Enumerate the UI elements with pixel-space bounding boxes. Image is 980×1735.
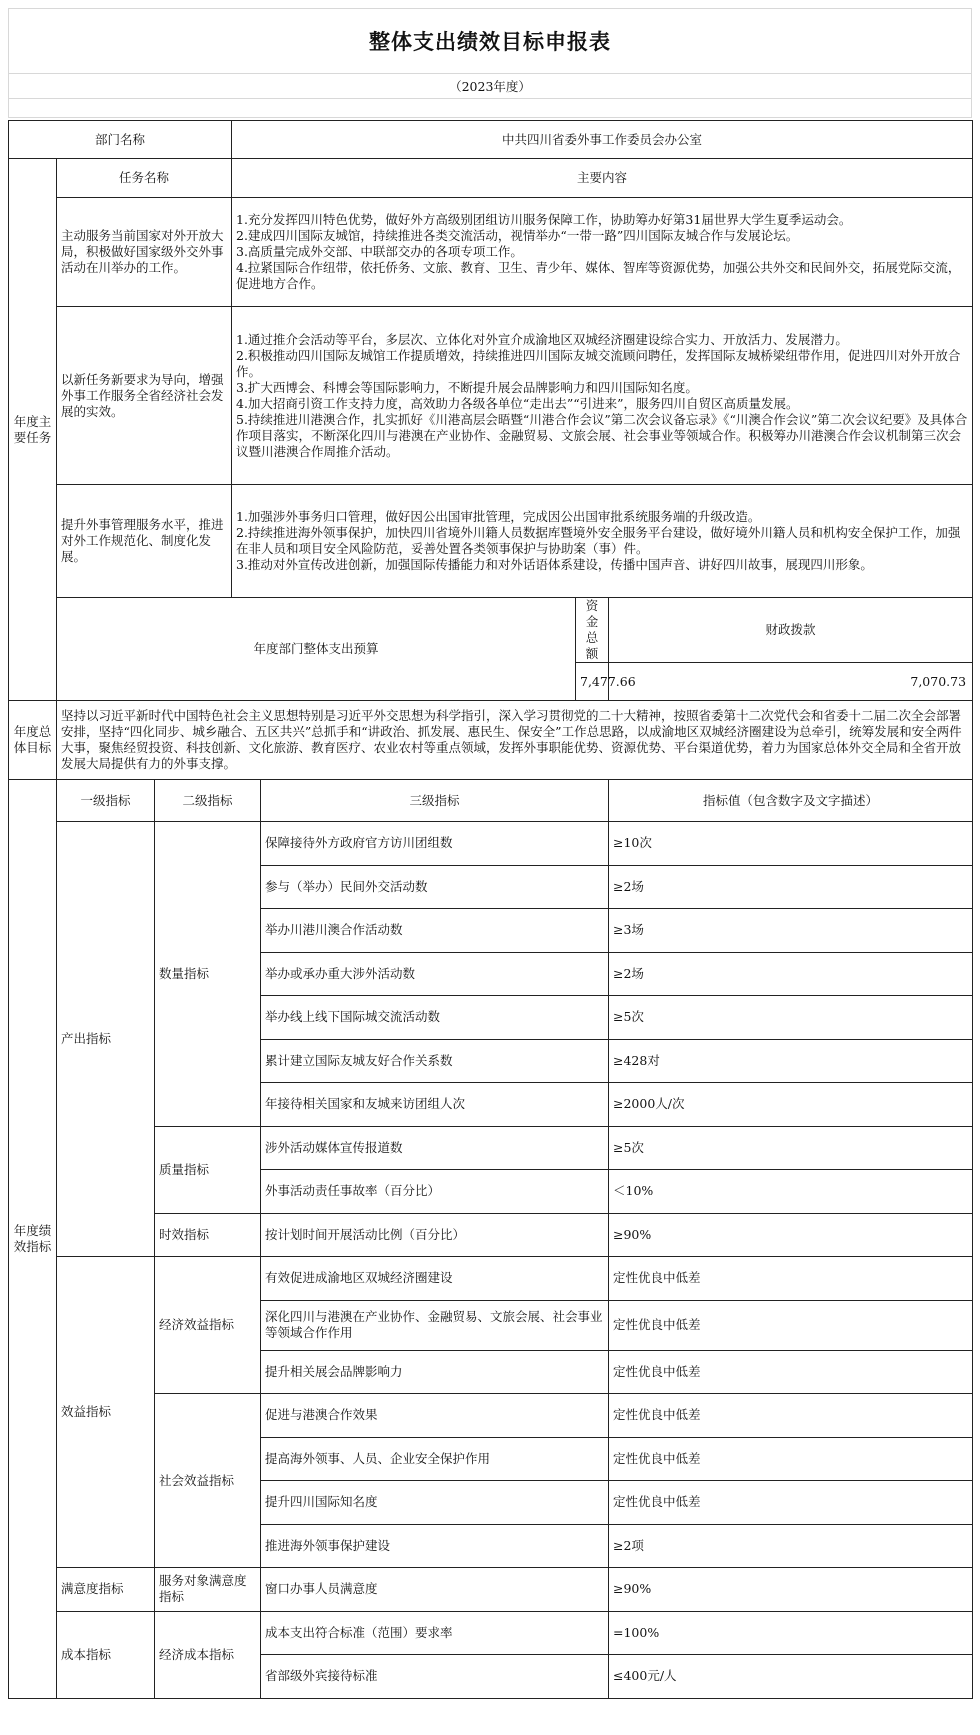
indicator-value: ≥2场 [609, 952, 973, 996]
task-name-header: 任务名称 [57, 159, 232, 198]
indicator-l3: 按计划时间开展活动比例（百分比） [261, 1213, 609, 1257]
indicator-value-header: 指标值（包含数字及文字描述） [609, 780, 973, 822]
budget-label: 年度部门整体支出预算 [57, 598, 576, 701]
tasks-section-label: 年度主要任务 [9, 159, 57, 701]
indicator-value: ≥90% [609, 1568, 973, 1612]
form-body [9, 121, 973, 1699]
task-name: 提升外事管理服务水平，推进对外工作规范化、制度化发展。 [57, 485, 232, 598]
indicator-l2: 时效指标 [155, 1213, 261, 1257]
indicator-value: ≥5次 [609, 996, 973, 1040]
indicator-l2: 社会效益指标 [155, 1394, 261, 1568]
task-content-line: 4.拉紧国际合作纽带，依托侨务、文旅、教育、卫生、青少年、媒体、智库等资源优势，加强公共外交和民间外交，拓展党际交流，促进地方合作。 [236, 260, 961, 291]
indicator-l3: 提升四川国际知名度 [261, 1481, 609, 1525]
indicator-l3: 成本支出符合标准（范围）要求率 [261, 1611, 609, 1655]
task-content-line: 3.高质量完成外交部、中联部交办的各项专项工作。 [236, 244, 523, 259]
indicator-l3: 提升相关展会品牌影响力 [261, 1350, 609, 1394]
indicator-l1: 效益指标 [57, 1257, 155, 1568]
task-name: 主动服务当前国家对外开放大局，积极做好国家级外交外事活动在川举办的工作。 [57, 198, 232, 307]
indicator-l3: 窗口办事人员满意度 [261, 1568, 609, 1612]
task-content-line: 2.建成四川国际友城馆，持续推进各类交流活动，视情举办“一带一路”四川国际友城合作与发展论坛。 [236, 228, 799, 243]
task-content-line: 4.加大招商引资工作支持力度，高效助力各级各单位“走出去”“引进来”，服务四川自贸区高质量发展。 [236, 395, 799, 411]
indicator-l3: 年接待相关国家和友城来访团组人次 [261, 1083, 609, 1127]
indicator-l3: 涉外活动媒体宣传报道数 [261, 1126, 609, 1170]
goal-label: 年度总体目标 [9, 701, 57, 780]
task-content-line: 3.扩大西博会、科博会等国际影响力，不断提升展会品牌影响力和四川国际知名度。 [236, 379, 698, 395]
task-content-line: 3.推动对外宣传改进创新，加强国际传播能力和对外话语体系建设，传播中国声音、讲好四川故事，展现四川形象。 [236, 557, 873, 572]
indicator-value: ≥2项 [609, 1524, 973, 1568]
task-name: 以新任务新要求为导向，增强外事工作服务全省经济社会发展的实效。 [57, 307, 232, 485]
indicator-l3: 参与（举办）民间外交活动数 [261, 865, 609, 909]
indicator-l3: 外事活动责任事故率（百分比） [261, 1170, 609, 1214]
indicator-l3: 促进与港澳合作效果 [261, 1394, 609, 1438]
indicator-value: ≥428对 [609, 1039, 973, 1083]
department-label: 部门名称 [9, 121, 232, 159]
task-content-line: 2.持续推进海外领事保护，加快四川省境外川籍人员数据库暨境外安全服务平台建设，做好境外川籍人员和机构安全保护工作，加强在非人员和项目安全风险防范，妥善处置各类领事保护与协助案（事）件。 [236, 525, 961, 556]
indicator-l2-header: 二级指标 [155, 780, 261, 822]
indicator-l3: 深化四川与港澳在产业协作、金融贸易、文旅会展、社会事业等领域合作作用 [261, 1300, 609, 1350]
task-content-line: 1.充分发挥四川特色优势，做好外方高级别团组访川服务保障工作，协助筹办好第31届世界大学生夏季运动会。 [236, 212, 852, 227]
budget-total-header: 资金总额 [576, 598, 609, 663]
indicators-section-label: 年度绩效指标 [9, 780, 57, 1699]
indicator-value: ＜10% [609, 1170, 973, 1214]
indicator-l3: 举办线上线下国际城交流活动数 [261, 996, 609, 1040]
task-content-line: 1.加强涉外事务归口管理，做好因公出国审批管理，完成因公出国审批系统服务端的升级改造。 [236, 509, 761, 524]
task-content-line: 5.持续推进川港澳合作，扎实抓好《川港高层会晤暨“川港合作会议”第二次会议备忘录》《“川澳合作会议”第二次会议纪要》及具体合作项目落实，不断深化四川与港澳在产业协作、金融贸易、文旅会展、社会事业等领域合作。积极筹办川港澳合作会议机制第三次会议暨川港澳合作周推介活动。 [236, 411, 968, 459]
indicator-l2: 经济效益指标 [155, 1257, 261, 1394]
indicator-l1-header: 一级指标 [57, 780, 155, 822]
indicator-value: 定性优良中低差 [609, 1394, 973, 1438]
task-content-line: 1.通过推介会活动等平台，多层次、立体化对外宣介成渝地区双城经济圈建设综合实力、开放活力、发展潜力。 [236, 331, 848, 347]
indicator-l1: 成本指标 [57, 1611, 155, 1698]
indicator-value: ≥3场 [609, 909, 973, 953]
budget-total-value: 7,477.66 [576, 663, 609, 701]
indicator-value: 定性优良中低差 [609, 1300, 973, 1350]
task-content-line: 2.积极推动四川国际友城馆工作提质增效，持续推进四川国际友城交流顾问聘任，发挥国际友城桥梁纽带作用，促进四川对外开放合作。 [236, 347, 961, 379]
performance-form-table [8, 120, 973, 1699]
indicator-value: 定性优良中低差 [609, 1437, 973, 1481]
indicator-l3: 累计建立国际友城友好合作关系数 [261, 1039, 609, 1083]
indicator-value: ≥2000人/次 [609, 1083, 973, 1127]
form-year: （2023年度） [8, 74, 972, 99]
indicator-l3: 举办或承办重大涉外活动数 [261, 952, 609, 996]
department-value: 中共四川省委外事工作委员会办公室 [232, 121, 973, 159]
indicator-l1: 产出指标 [57, 822, 155, 1257]
indicator-value: ≥10次 [609, 822, 973, 866]
indicator-l2: 数量指标 [155, 822, 261, 1127]
task-content [232, 198, 973, 307]
indicator-value: ≥90% [609, 1213, 973, 1257]
task-content [232, 307, 973, 485]
indicator-l3: 保障接待外方政府官方访川团组数 [261, 822, 609, 866]
indicator-l3: 省部级外宾接待标准 [261, 1655, 609, 1699]
indicator-l3: 提高海外领事、人员、企业安全保护作用 [261, 1437, 609, 1481]
spacer-row [8, 99, 972, 118]
indicator-value: ≥2场 [609, 865, 973, 909]
indicator-value: 定性优良中低差 [609, 1350, 973, 1394]
form-title: 整体支出绩效目标申报表 [369, 30, 611, 54]
indicator-l2: 经济成本指标 [155, 1611, 261, 1698]
indicator-l3: 推进海外领事保护建设 [261, 1524, 609, 1568]
indicator-l2: 服务对象满意度指标 [155, 1568, 261, 1612]
indicator-value: =100% [609, 1611, 973, 1655]
indicator-value: ≤400元/人 [609, 1655, 973, 1699]
indicator-l3: 举办川港川澳合作活动数 [261, 909, 609, 953]
title-box [8, 8, 972, 74]
indicator-l3-header: 三级指标 [261, 780, 609, 822]
indicator-value: ≥5次 [609, 1126, 973, 1170]
goal-text: 坚持以习近平新时代中国特色社会主义思想特别是习近平外交思想为科学指引，深入学习贯彻党的二十大精神，按照省委第十二次党代会和省委十二届二次全会部署安排，坚持“四化同步、城乡融合、五区共兴”总抓手和“讲政治、抓发展、惠民生、保安全”工作总思路，以成渝地区双城经济圈建设为总牵引，统筹发展和安全两件大事，聚焦经贸投资、科技创新、文化旅游、教育医疗、农业农村等重点领域，发挥外事职能优势、资源优势、平台渠道优势，着力为国家总体外交全局和全省开放发展大局提供有力的外事支撑。 [57, 701, 973, 780]
budget-fiscal-header: 财政拨款 [609, 598, 973, 663]
indicator-l2: 质量指标 [155, 1126, 261, 1213]
task-content-header: 主要内容 [232, 159, 973, 198]
budget-fiscal-value: 7,070.73 [609, 663, 973, 701]
task-content [232, 485, 973, 598]
indicator-l3: 有效促进成渝地区双城经济圈建设 [261, 1257, 609, 1301]
indicator-value: 定性优良中低差 [609, 1257, 973, 1301]
indicator-value: 定性优良中低差 [609, 1481, 973, 1525]
indicator-l1: 满意度指标 [57, 1568, 155, 1612]
